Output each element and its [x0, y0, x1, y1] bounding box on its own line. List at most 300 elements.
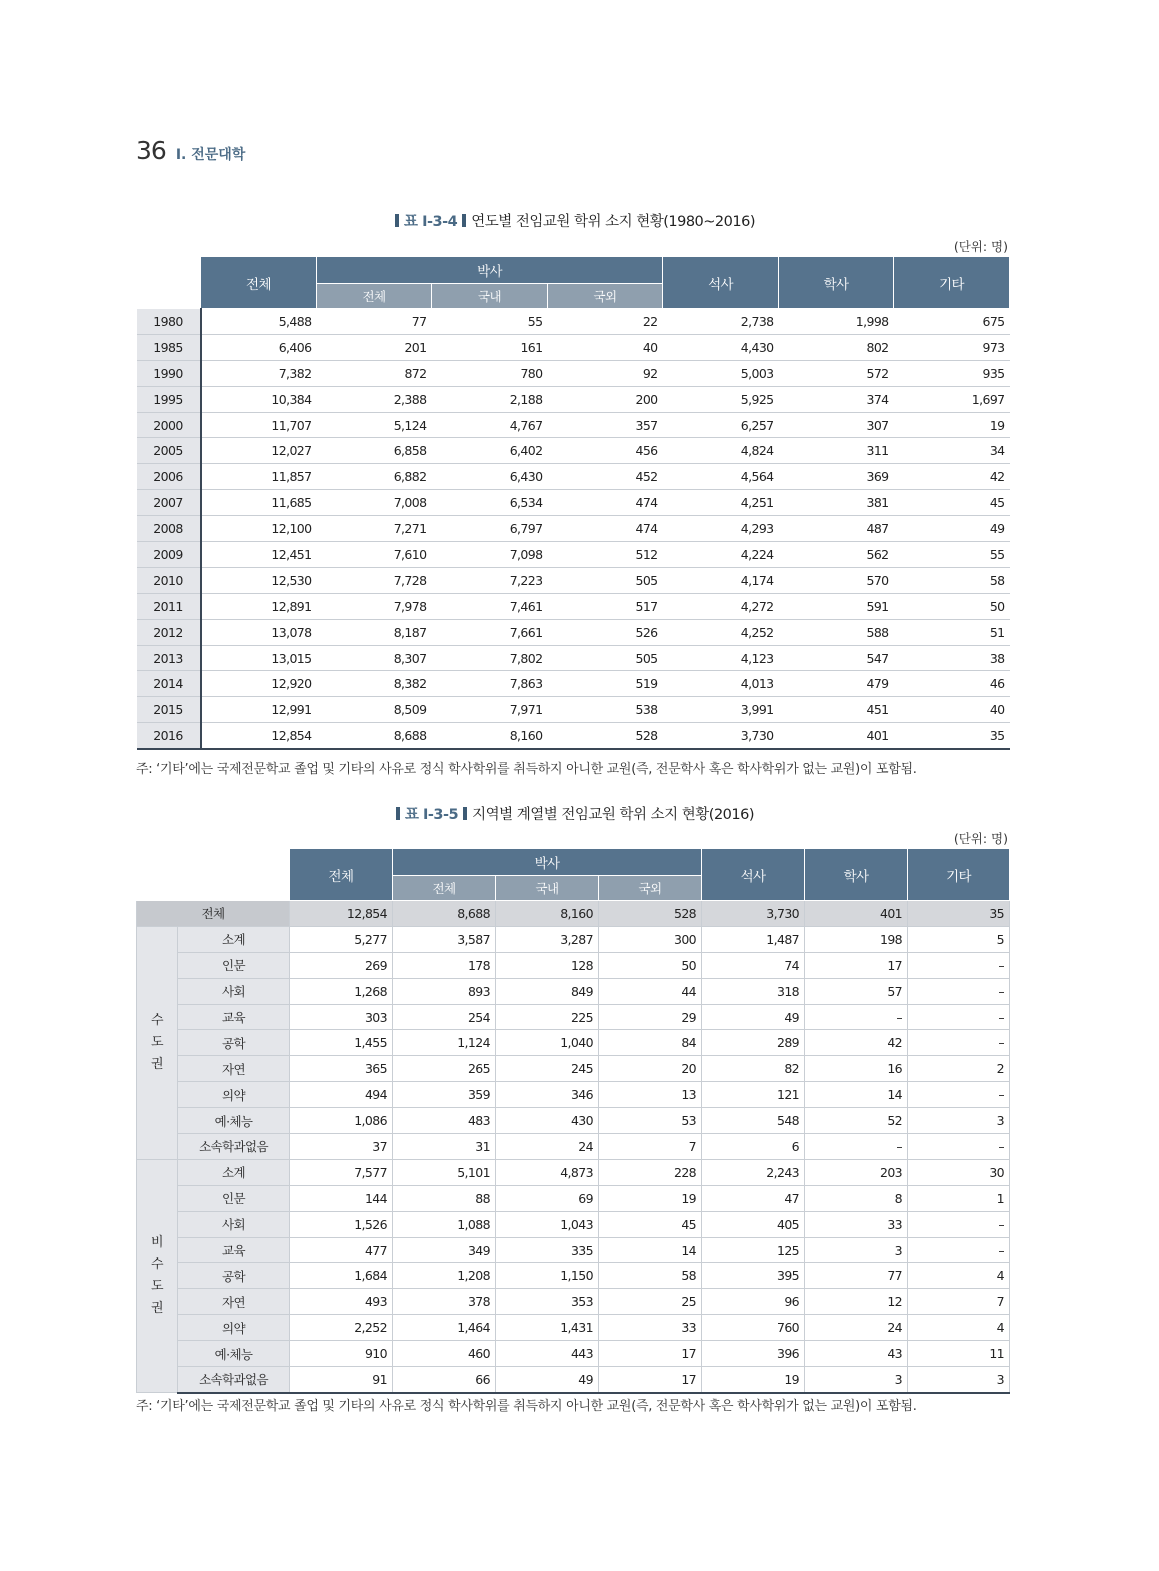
table-cell: 802	[779, 334, 894, 360]
table-row	[137, 386, 1010, 412]
page-header	[136, 136, 245, 165]
table2-header-phd-foreign: 국외	[599, 876, 702, 901]
row-label: 사회	[178, 1211, 290, 1237]
table-cell: 1,487	[702, 926, 805, 952]
table2-caption-title: 지역별 계열별 전임교원 학위 소지 현황(2016)	[472, 807, 755, 823]
table-cell: 5,003	[663, 360, 779, 386]
row-label: 의약	[178, 1315, 290, 1341]
table-cell: 49	[702, 1004, 805, 1030]
table-cell: 25	[599, 1289, 702, 1315]
table-cell: 7	[599, 1134, 702, 1160]
table-cell: 178	[393, 952, 496, 978]
table-cell: 8,160	[432, 723, 548, 749]
table-cell: 29	[599, 1004, 702, 1030]
table-cell: 7,802	[432, 645, 548, 671]
caption-bar-icon	[396, 807, 400, 820]
table-cell: 42	[805, 1030, 908, 1056]
table-cell: 11,857	[201, 464, 317, 490]
table-cell: 430	[496, 1108, 599, 1134]
table-cell: –	[908, 1004, 1010, 1030]
table-cell: 1,043	[496, 1211, 599, 1237]
table-cell: 494	[290, 1082, 393, 1108]
table-cell: 4	[908, 1263, 1010, 1289]
table-row	[137, 1134, 1010, 1160]
table-cell: 3,587	[393, 926, 496, 952]
table-cell: 12,991	[201, 697, 317, 723]
row-label: 교육	[178, 1004, 290, 1030]
table-cell: 40	[548, 334, 663, 360]
table-cell: 51	[894, 619, 1010, 645]
table-cell: 5,124	[317, 412, 432, 438]
table-cell: 201	[317, 334, 432, 360]
row-label: 공학	[178, 1263, 290, 1289]
table-cell: 55	[894, 542, 1010, 568]
table-cell: 6,257	[663, 412, 779, 438]
table-cell: 2,243	[702, 1159, 805, 1185]
table-row	[137, 567, 1010, 593]
table-cell: 7,223	[432, 567, 548, 593]
table-cell: 3	[908, 1367, 1010, 1393]
table-row	[137, 1108, 1010, 1134]
table-cell: 57	[805, 978, 908, 1004]
table-cell: 4,174	[663, 567, 779, 593]
table-cell: 12	[805, 1289, 908, 1315]
table-cell: 49	[496, 1367, 599, 1393]
table-row	[137, 1263, 1010, 1289]
table-cell: 53	[599, 1108, 702, 1134]
table-cell: 4,251	[663, 490, 779, 516]
table2-note: 주: ‘기타’에는 국제전문학교 졸업 및 기타의 사유로 정식 학사학위를 취득하지 아니한 교원(즉, 전문학사 혹은 학사학위가 없는 교원)이 포함됨.	[136, 1399, 917, 1414]
table-cell: 1,455	[290, 1030, 393, 1056]
table-cell: 7,577	[290, 1159, 393, 1185]
table-cell: 7,382	[201, 360, 317, 386]
table-cell: 77	[317, 309, 432, 335]
section-title: Ⅰ. 전문대학	[175, 147, 246, 163]
table-cell: 528	[599, 901, 702, 927]
table-cell: –	[908, 952, 1010, 978]
table-row	[137, 671, 1010, 697]
table-cell: 289	[702, 1030, 805, 1056]
table-row	[137, 1315, 1010, 1341]
table-cell: 318	[702, 978, 805, 1004]
table-cell: 395	[702, 1263, 805, 1289]
table-cell: 12,100	[201, 516, 317, 542]
page-number: 36	[136, 136, 166, 165]
table-cell: –	[805, 1134, 908, 1160]
table-cell: 31	[393, 1134, 496, 1160]
table-cell: 88	[393, 1185, 496, 1211]
row-label: 인문	[178, 1185, 290, 1211]
table-cell: 12,854	[201, 723, 317, 749]
row-year: 2000	[137, 412, 201, 438]
table-row	[137, 516, 1010, 542]
table-cell: 519	[548, 671, 663, 697]
table-row	[137, 334, 1010, 360]
caption-bar-icon	[463, 807, 467, 820]
table-cell: 42	[894, 464, 1010, 490]
table-cell: 1,697	[894, 386, 1010, 412]
table-cell: 452	[548, 464, 663, 490]
table-cell: 33	[599, 1315, 702, 1341]
table-row	[137, 1030, 1010, 1056]
row-label: 소속학과없음	[178, 1134, 290, 1160]
table-cell: 20	[599, 1056, 702, 1082]
table-cell: 512	[548, 542, 663, 568]
table-cell: 443	[496, 1341, 599, 1367]
table2-body	[137, 901, 1010, 1393]
table-cell: 4,293	[663, 516, 779, 542]
table-cell: 849	[496, 978, 599, 1004]
table2-header-bachelor: 학사	[805, 849, 908, 901]
table-cell: 1,088	[393, 1211, 496, 1237]
table-cell: 5,488	[201, 309, 317, 335]
region-label: 수 도 권	[137, 926, 178, 1159]
table-row	[137, 952, 1010, 978]
table-cell: 300	[599, 926, 702, 952]
table-cell: 6,406	[201, 334, 317, 360]
row-label: 인문	[178, 952, 290, 978]
table-cell: 3,991	[663, 697, 779, 723]
table1-header-phd-domestic: 국내	[432, 284, 548, 309]
table-cell: 451	[779, 697, 894, 723]
table-cell: 4,013	[663, 671, 779, 697]
table-cell: 8,509	[317, 697, 432, 723]
table-cell: 7,728	[317, 567, 432, 593]
table-cell: 8,307	[317, 645, 432, 671]
table-cell: 487	[779, 516, 894, 542]
table-cell: 872	[317, 360, 432, 386]
table-cell: 401	[779, 723, 894, 749]
table-cell: 3,730	[663, 723, 779, 749]
table-cell: 3,730	[702, 901, 805, 927]
table-cell: 46	[894, 671, 1010, 697]
table-cell: 4,873	[496, 1159, 599, 1185]
table-row	[137, 619, 1010, 645]
table-cell: 493	[290, 1289, 393, 1315]
table-cell: 12,027	[201, 438, 317, 464]
table-row-total	[137, 901, 1010, 927]
table-cell: 6,797	[432, 516, 548, 542]
table-cell: 474	[548, 490, 663, 516]
table-cell: 45	[599, 1211, 702, 1237]
table-cell: 12,854	[290, 901, 393, 927]
table-cell: 30	[908, 1159, 1010, 1185]
table-cell: 121	[702, 1082, 805, 1108]
table-cell: 591	[779, 593, 894, 619]
table-cell: 517	[548, 593, 663, 619]
row-year: 2006	[137, 464, 201, 490]
table-cell: 77	[805, 1263, 908, 1289]
table-row	[137, 309, 1010, 335]
table-cell: 84	[599, 1030, 702, 1056]
table-cell: 526	[548, 619, 663, 645]
table-cell: 12,530	[201, 567, 317, 593]
table-cell: 19	[894, 412, 1010, 438]
table-cell: 935	[894, 360, 1010, 386]
table-cell: 349	[393, 1237, 496, 1263]
table-cell: 378	[393, 1289, 496, 1315]
table-cell: 1,208	[393, 1263, 496, 1289]
table-cell: –	[805, 1004, 908, 1030]
row-year: 2005	[137, 438, 201, 464]
table-cell: 11,685	[201, 490, 317, 516]
table-cell: 6	[702, 1134, 805, 1160]
table-row	[137, 645, 1010, 671]
table-cell: 8,688	[317, 723, 432, 749]
table-cell: 528	[548, 723, 663, 749]
table-cell: 2,252	[290, 1315, 393, 1341]
row-year: 2010	[137, 567, 201, 593]
table2-unit: (단위: 명)	[953, 831, 1008, 846]
table-cell: 33	[805, 1211, 908, 1237]
table-cell: 7,971	[432, 697, 548, 723]
table-cell: 4,824	[663, 438, 779, 464]
table2-header-phd: 박사	[393, 849, 702, 876]
table-cell: 74	[702, 952, 805, 978]
table-cell: 893	[393, 978, 496, 1004]
table-cell: 2,188	[432, 386, 548, 412]
table2-header-other: 기타	[908, 849, 1010, 901]
table-cell: 1,268	[290, 978, 393, 1004]
row-year: 1980	[137, 309, 201, 335]
table-cell: 55	[432, 309, 548, 335]
table-cell: 505	[548, 567, 663, 593]
table-row	[137, 978, 1010, 1004]
table-cell: 973	[894, 334, 1010, 360]
table-row	[137, 593, 1010, 619]
table2-header-masters: 석사	[702, 849, 805, 901]
table-cell: 8	[805, 1185, 908, 1211]
row-label: 소속학과없음	[178, 1367, 290, 1393]
table-cell: 6,858	[317, 438, 432, 464]
table-row	[137, 1185, 1010, 1211]
table1	[136, 256, 1010, 750]
table-cell: 2	[908, 1056, 1010, 1082]
table-cell: 265	[393, 1056, 496, 1082]
table2-caption-prefix: 표 Ⅰ-3-5	[404, 807, 459, 823]
table-cell: 5,101	[393, 1159, 496, 1185]
table-cell: 225	[496, 1004, 599, 1030]
table-row	[137, 1341, 1010, 1367]
table-row	[137, 1082, 1010, 1108]
table-cell: 303	[290, 1004, 393, 1030]
table-cell: 7,271	[317, 516, 432, 542]
table-cell: 359	[393, 1082, 496, 1108]
table-cell: 4,252	[663, 619, 779, 645]
table-cell: 3,287	[496, 926, 599, 952]
table-cell: 474	[548, 516, 663, 542]
table-cell: 34	[894, 438, 1010, 464]
table-row	[137, 1211, 1010, 1237]
table-cell: 5,925	[663, 386, 779, 412]
table-cell: 479	[779, 671, 894, 697]
table-cell: 4,767	[432, 412, 548, 438]
table-cell: –	[908, 1211, 1010, 1237]
row-year: 2011	[137, 593, 201, 619]
row-year: 2013	[137, 645, 201, 671]
table-cell: 17	[805, 952, 908, 978]
table1-caption-title: 연도별 전임교원 학위 소지 현황(1980~2016)	[471, 214, 755, 230]
table1-header-other: 기타	[894, 257, 1010, 309]
table-cell: 37	[290, 1134, 393, 1160]
table2-header-blank	[137, 849, 290, 901]
table-cell: 44	[599, 978, 702, 1004]
table-cell: 505	[548, 645, 663, 671]
table-cell: 4,564	[663, 464, 779, 490]
table-cell: 198	[805, 926, 908, 952]
table-cell: 7,098	[432, 542, 548, 568]
table-cell: 760	[702, 1315, 805, 1341]
row-label: 교육	[178, 1237, 290, 1263]
row-year: 2016	[137, 723, 201, 749]
table-cell: 547	[779, 645, 894, 671]
table-cell: 456	[548, 438, 663, 464]
table-cell: 5,277	[290, 926, 393, 952]
table2-header-phd-domestic: 국내	[496, 876, 599, 901]
row-label: 소계	[178, 926, 290, 952]
table-cell: 7,008	[317, 490, 432, 516]
table-row	[137, 1289, 1010, 1315]
table1-caption	[136, 210, 1009, 231]
row-label: 공학	[178, 1030, 290, 1056]
table1-header-bachelor: 학사	[779, 257, 894, 309]
table-cell: 8,160	[496, 901, 599, 927]
table-cell: 19	[702, 1367, 805, 1393]
table-cell: 4,272	[663, 593, 779, 619]
table-cell: 381	[779, 490, 894, 516]
table-cell: 14	[599, 1237, 702, 1263]
row-year: 1990	[137, 360, 201, 386]
table-row	[137, 542, 1010, 568]
row-label: 자연	[178, 1056, 290, 1082]
table-row	[137, 723, 1010, 749]
table-cell: 10,384	[201, 386, 317, 412]
table-cell: 401	[805, 901, 908, 927]
table1-note: 주: ‘기타’에는 국제전문학교 졸업 및 기타의 사유로 정식 학사학위를 취득하지 아니한 교원(즉, 전문학사 혹은 학사학위가 없는 교원)이 포함됨.	[136, 762, 917, 777]
table1-header-phd-foreign: 국외	[548, 284, 663, 309]
table2	[136, 848, 1010, 1394]
row-year: 2015	[137, 697, 201, 723]
table-cell: 161	[432, 334, 548, 360]
row-year: 2012	[137, 619, 201, 645]
table-cell: 2,738	[663, 309, 779, 335]
row-year: 2008	[137, 516, 201, 542]
table-row	[137, 412, 1010, 438]
table-cell: 538	[548, 697, 663, 723]
table-cell: 91	[290, 1367, 393, 1393]
row-year: 2014	[137, 671, 201, 697]
table-cell: 1,684	[290, 1263, 393, 1289]
table2-caption	[136, 803, 1009, 824]
table-cell: 396	[702, 1341, 805, 1367]
table-cell: 14	[805, 1082, 908, 1108]
region-label: 비 수 도 권	[137, 1159, 178, 1393]
table-cell: 6,402	[432, 438, 548, 464]
table1-header-blank	[137, 257, 201, 309]
table-cell: 346	[496, 1082, 599, 1108]
table1-header-phd-total: 전체	[317, 284, 432, 309]
table-row	[137, 490, 1010, 516]
table2-header-phd-total: 전체	[393, 876, 496, 901]
table-cell: 11	[908, 1341, 1010, 1367]
table-cell: 45	[894, 490, 1010, 516]
row-label: 전체	[137, 901, 290, 927]
table-cell: 13,015	[201, 645, 317, 671]
table-cell: 4,224	[663, 542, 779, 568]
table-cell: 5	[908, 926, 1010, 952]
row-label: 자연	[178, 1289, 290, 1315]
table-cell: 19	[599, 1185, 702, 1211]
row-year: 1985	[137, 334, 201, 360]
table-cell: 6,882	[317, 464, 432, 490]
table-cell: 12,451	[201, 542, 317, 568]
table-cell: 200	[548, 386, 663, 412]
table-cell: 7,863	[432, 671, 548, 697]
table-cell: 12,920	[201, 671, 317, 697]
table-row	[137, 1056, 1010, 1082]
table-cell: 7,610	[317, 542, 432, 568]
table-cell: 35	[908, 901, 1010, 927]
table-cell: 7,978	[317, 593, 432, 619]
table-cell: 7	[908, 1289, 1010, 1315]
table2-header-total: 전체	[290, 849, 393, 901]
table-cell: 335	[496, 1237, 599, 1263]
table-cell: 35	[894, 723, 1010, 749]
table-cell: 17	[599, 1341, 702, 1367]
table-cell: 13	[599, 1082, 702, 1108]
table1-unit: (단위: 명)	[953, 239, 1008, 254]
table-cell: 675	[894, 309, 1010, 335]
table-cell: 82	[702, 1056, 805, 1082]
table-cell: 570	[779, 567, 894, 593]
table-cell: 38	[894, 645, 1010, 671]
table-cell: 203	[805, 1159, 908, 1185]
table-cell: 125	[702, 1237, 805, 1263]
table-row	[137, 1237, 1010, 1263]
table-cell: 1,040	[496, 1030, 599, 1056]
table-cell: –	[908, 978, 1010, 1004]
table-row	[137, 464, 1010, 490]
table-cell: 572	[779, 360, 894, 386]
table-cell: 144	[290, 1185, 393, 1211]
table-cell: 50	[894, 593, 1010, 619]
table-cell: 13,078	[201, 619, 317, 645]
table-row	[137, 1367, 1010, 1393]
table-cell: 357	[548, 412, 663, 438]
table-cell: 17	[599, 1367, 702, 1393]
table-cell: 58	[894, 567, 1010, 593]
table1-caption-prefix: 표 Ⅰ-3-4	[404, 214, 458, 230]
table-cell: 365	[290, 1056, 393, 1082]
table-cell: 22	[548, 309, 663, 335]
table-cell: –	[908, 1237, 1010, 1263]
row-label: 소계	[178, 1159, 290, 1185]
row-year: 2007	[137, 490, 201, 516]
table-cell: 1	[908, 1185, 1010, 1211]
table-cell: 3	[805, 1367, 908, 1393]
table-cell: 4,123	[663, 645, 779, 671]
table-cell: 4	[908, 1315, 1010, 1341]
table-cell: 483	[393, 1108, 496, 1134]
table-cell: 1,431	[496, 1315, 599, 1341]
table-cell: 307	[779, 412, 894, 438]
table-cell: 7,661	[432, 619, 548, 645]
table-row	[137, 438, 1010, 464]
row-label: 의약	[178, 1082, 290, 1108]
caption-bar-icon	[462, 214, 466, 227]
table-cell: 24	[805, 1315, 908, 1341]
row-label: 예·체능	[178, 1341, 290, 1367]
